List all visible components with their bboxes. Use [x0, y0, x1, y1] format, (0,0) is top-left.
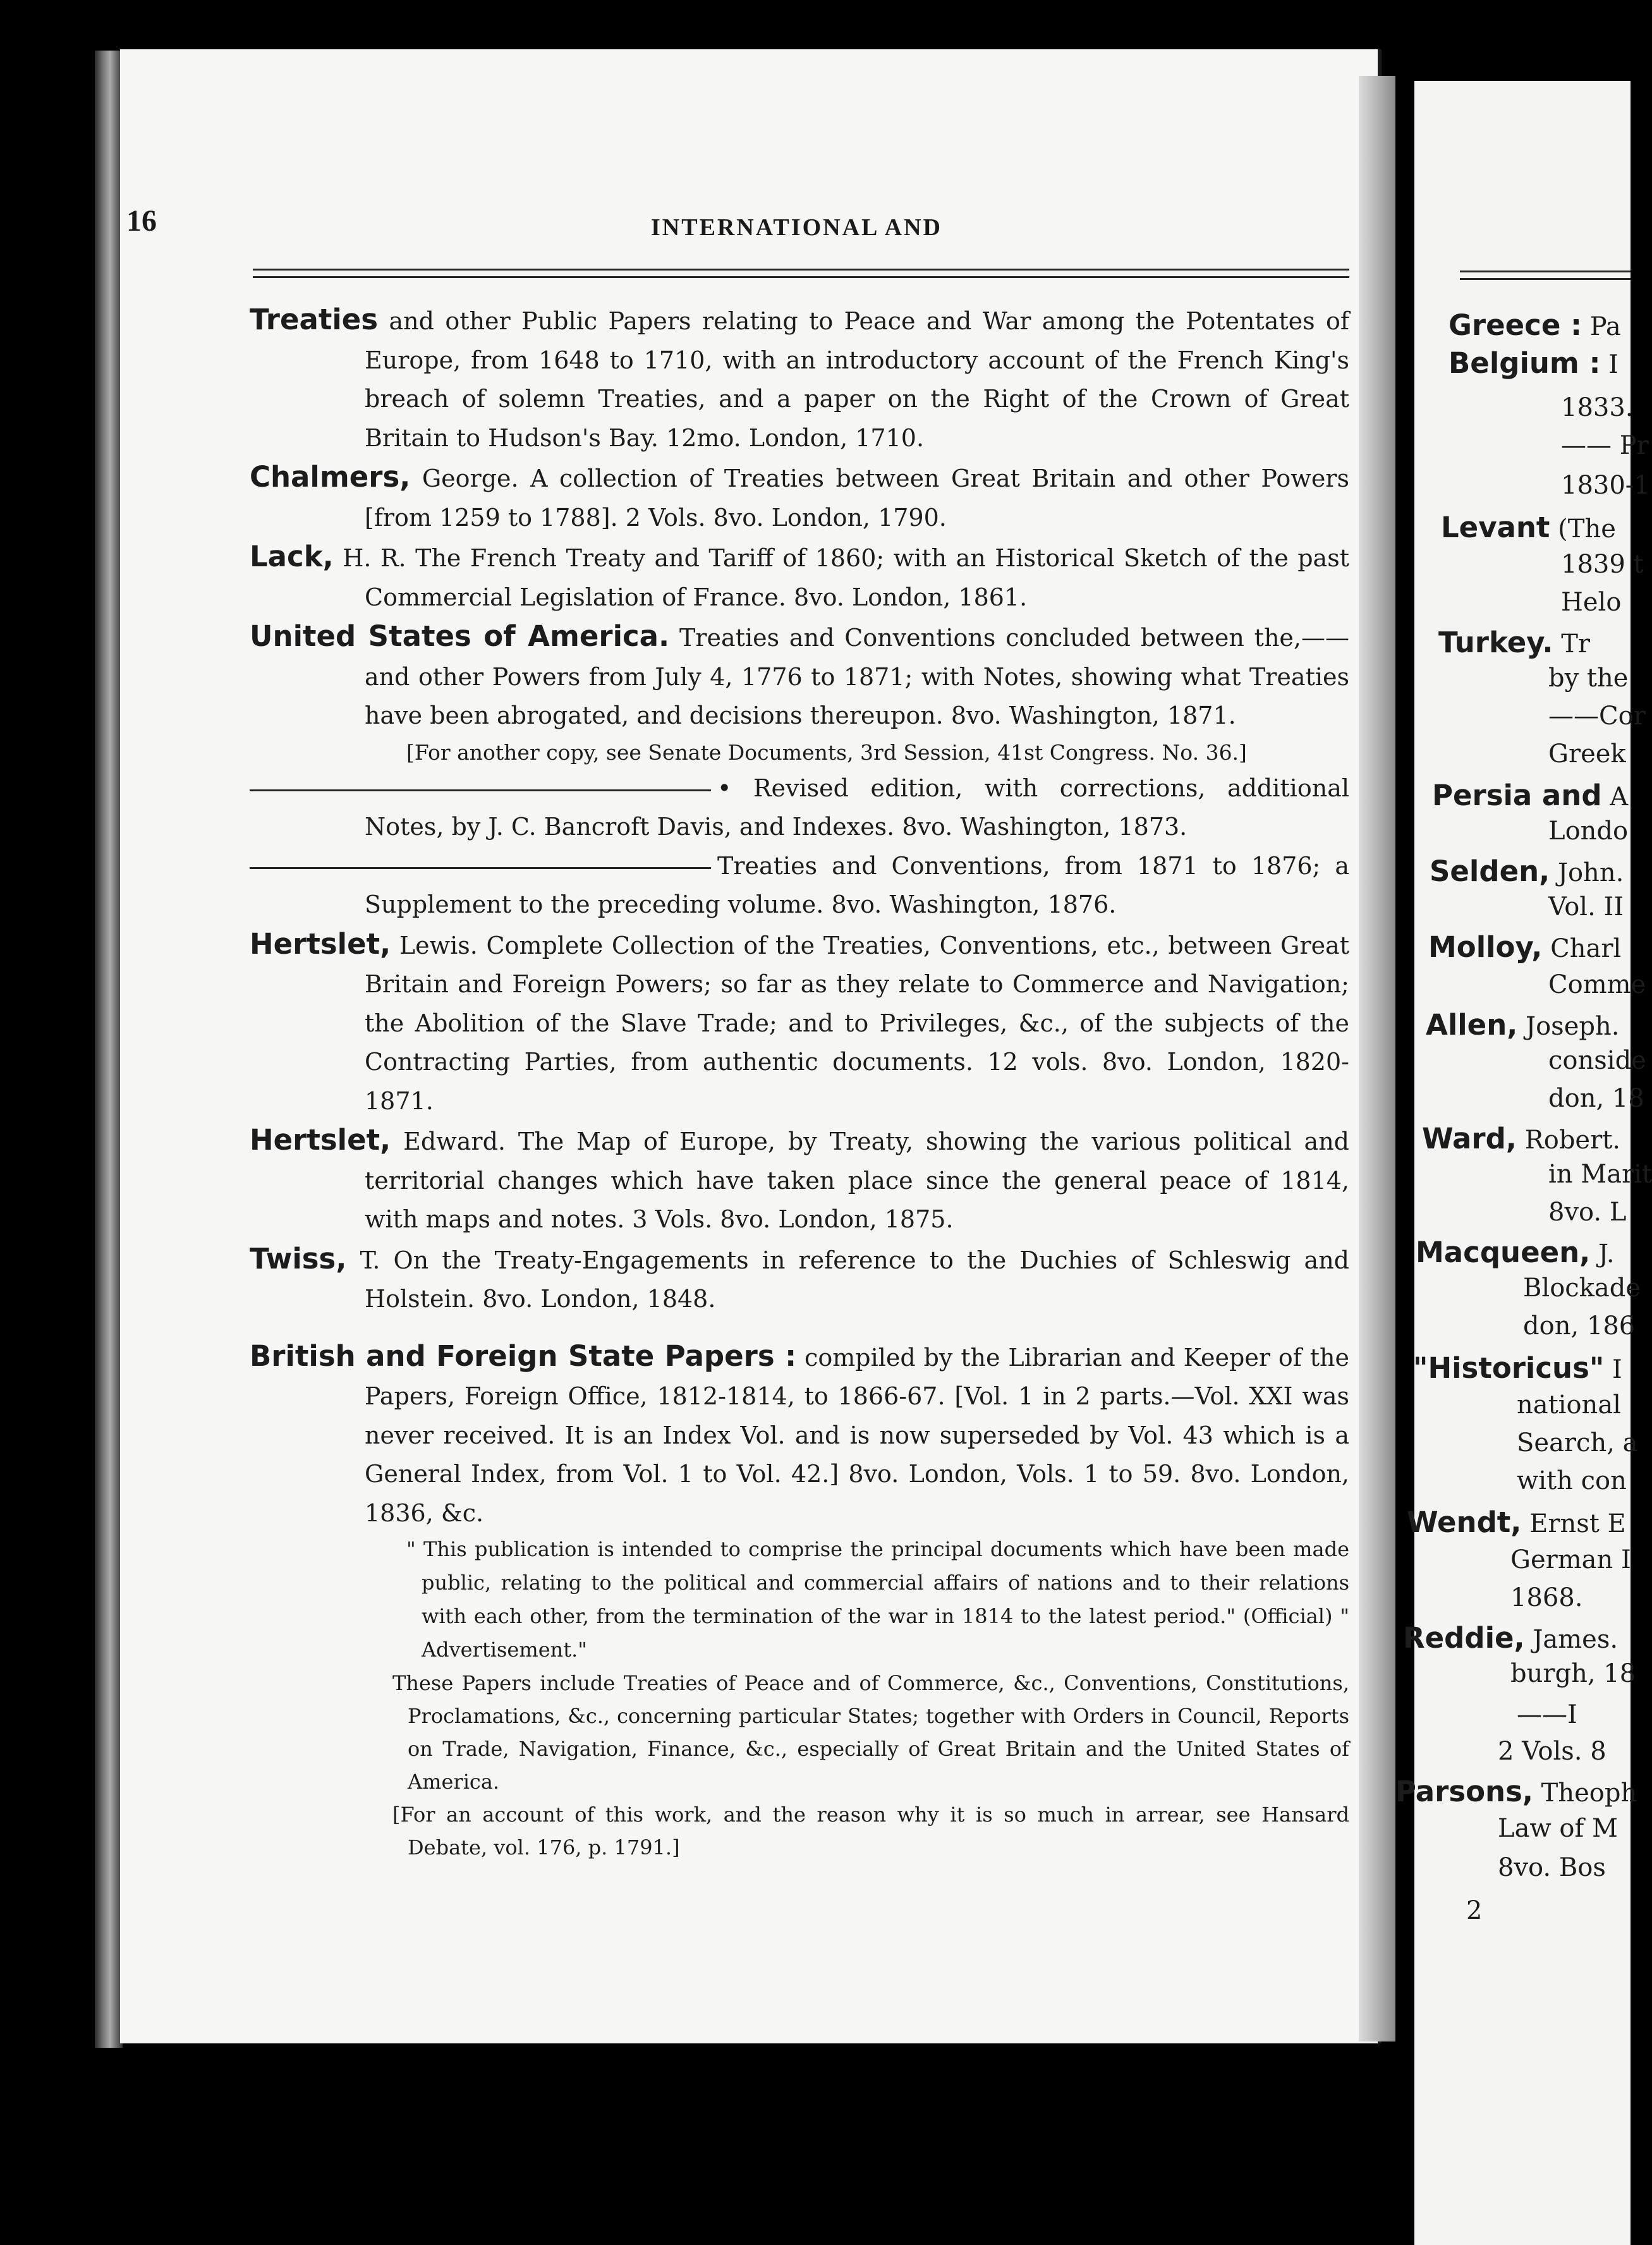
- facing-heading: Molloy,: [1428, 930, 1543, 964]
- facing-text: Theoph: [1533, 1779, 1637, 1808]
- facing-line: [1441, 511, 1616, 544]
- facing-text: Charl: [1542, 934, 1622, 963]
- facing-header-rule: [1460, 271, 1631, 280]
- facing-text: I: [1604, 1355, 1622, 1384]
- facing-text: Search, a: [1517, 1428, 1638, 1457]
- facing-text: James.: [1524, 1625, 1619, 1654]
- facing-line: [1548, 702, 1646, 731]
- entry-author: Treaties: [250, 303, 379, 336]
- entry-chalmers: [250, 458, 1349, 537]
- facing-text: A: [1601, 782, 1629, 812]
- entry-text: T. On the Treaty-Engagements in reference to the Duchies of Schleswig and Holstein. 8vo. London, 1848.: [360, 1246, 1349, 1313]
- facing-line: [1548, 817, 1628, 846]
- entry-author: Hertslet,: [250, 927, 391, 961]
- entry-text: George. A collection of Treaties between Great Britain and other Powers [from 1259 to 1788]. 2 Vols. 8vo. London, 1790.: [365, 465, 1349, 532]
- entry-quote: " This publication is intended to comprise the principal documents which have been made public, relating to the political and commercial affairs of nations and to their relations with each other, from the termination of the war in 1814 to the latest period." (Official) " Advertisement.": [406, 1537, 1349, 1662]
- facing-text: John.: [1550, 858, 1624, 887]
- entry-text: Treaties and Conventions concluded between the,—— and other Powers from July 4, 1776 to 1871; with Notes, showing what Treaties have been abrogated, and decisions thereupon. 8vo. Washington, 1871.: [365, 624, 1349, 729]
- facing-text: with con: [1517, 1466, 1627, 1495]
- facing-text: 8vo. L: [1548, 1198, 1627, 1227]
- facing-text: 1830-1: [1561, 471, 1650, 500]
- facing-line: [1422, 1122, 1620, 1155]
- facing-text: 8vo. Bos: [1498, 1853, 1606, 1882]
- facing-line: [1510, 1545, 1631, 1574]
- entry-lack: [250, 537, 1349, 617]
- facing-text: ——I: [1517, 1700, 1577, 1729]
- facing-text: 1868.: [1510, 1583, 1583, 1612]
- facing-line: [1403, 1621, 1618, 1655]
- entry-author: Lack,: [250, 540, 334, 573]
- facing-heading: Ward,: [1422, 1122, 1517, 1155]
- facing-heading: Reddie,: [1403, 1621, 1525, 1655]
- facing-line: [1498, 1814, 1618, 1843]
- facing-line: [1523, 1311, 1635, 1341]
- facing-line: [1517, 1700, 1577, 1729]
- facing-text: German I: [1510, 1545, 1631, 1574]
- facing-line: [1432, 779, 1628, 812]
- facing-text: Helo: [1561, 588, 1622, 617]
- facing-heading: Parsons,: [1395, 1775, 1533, 1808]
- facing-line: [1548, 1198, 1626, 1227]
- entry-author: Twiss,: [250, 1241, 347, 1275]
- facing-line: [1430, 855, 1624, 888]
- book-gutter-left: [95, 51, 123, 2048]
- entry-text: and other Public Papers relating to Peace and War among the Potentates of Europe, from 1648 to 1710, with an introductory account of the French King's breach of solemn Treaties, and a paper on the Right of the Crown of Great Britain to Hudson's Bay. 12mo. London, 1710.: [365, 307, 1349, 452]
- facing-text: Vol. II: [1548, 892, 1624, 922]
- entry-note: [For another copy, see Senate Documents, 3rd Session, 41st Congress. No. 36.]: [406, 739, 1247, 765]
- facing-heading: Levant: [1441, 511, 1550, 544]
- facing-text: 2: [1466, 1896, 1483, 1925]
- facing-line: [1548, 1084, 1644, 1113]
- facing-line: [1548, 739, 1626, 769]
- ditto-dash: [250, 789, 711, 791]
- facing-line: [1428, 930, 1621, 964]
- facing-line: [1561, 393, 1634, 422]
- facing-line: [1510, 1583, 1583, 1612]
- facing-text: in Marit: [1548, 1160, 1652, 1189]
- facing-line: [1510, 1659, 1636, 1688]
- facing-text: —— Pr: [1561, 431, 1649, 460]
- facing-text: Ernst E: [1521, 1509, 1626, 1538]
- facing-line: [1407, 1506, 1626, 1539]
- facing-text: Robert.: [1516, 1126, 1621, 1155]
- spacer: [250, 1319, 1349, 1337]
- continuation-entry: • Revised edition, with corrections, additional Notes, by J. C. Bancroft Davis, and Indexes. 8vo. Washington, 1873.: [250, 769, 1349, 847]
- facing-text: 2 Vols. 8: [1498, 1737, 1606, 1766]
- facing-line: [1449, 308, 1621, 342]
- facing-text: by the: [1548, 664, 1629, 693]
- facing-text: J.: [1590, 1239, 1615, 1269]
- facing-heading: "Historicus": [1413, 1351, 1605, 1385]
- facing-line: [1416, 1236, 1615, 1269]
- facing-line: [1548, 892, 1624, 922]
- facing-line: [1426, 1008, 1619, 1042]
- facing-heading: Macqueen,: [1416, 1236, 1591, 1269]
- facing-heading: Turkey.: [1438, 626, 1553, 659]
- facing-line: [1498, 1853, 1606, 1882]
- entry-text: compiled by the Librarian and Keeper of the Papers, Foreign Office, 1812-1814, to 1866-67. [Vol. 1 in 2 parts.—Vol. XXI was never received. It is an Index Vol. and is now superseded by Vol. 43 which is a General Index, from Vol. 1 to Vol. 42.] 8vo. London, Vols. 1 to 59. 8vo. London, 1836, &c.: [365, 1343, 1349, 1527]
- entry-final-note: [For an account of this work, and the reason why it is so much in arrear, see Hansard Debate, vol. 176, p. 1791.]: [392, 1803, 1349, 1859]
- facing-text: Greek: [1548, 739, 1626, 769]
- entry-hertslet-lewis: [250, 925, 1349, 1121]
- facing-line: [1548, 970, 1646, 999]
- facing-line: [1561, 588, 1621, 617]
- facing-heading: Wendt,: [1407, 1506, 1522, 1539]
- header-rule: [253, 269, 1349, 278]
- page-number: 16: [126, 204, 157, 238]
- facing-line: [1449, 346, 1619, 380]
- facing-line: [1413, 1351, 1622, 1385]
- entry-twiss: [250, 1239, 1349, 1319]
- entry-united-states: [250, 617, 1349, 736]
- facing-heading: Belgium :: [1449, 346, 1601, 380]
- facing-line: [1548, 1046, 1646, 1075]
- entry-text: Edward. The Map of Europe, by Treaty, showing the various political and territorial changes which have taken place since the general peace of 1814, with maps and notes. 3 Vols. 8vo. London, 1875.: [365, 1128, 1349, 1233]
- entry-author: Chalmers,: [250, 460, 411, 494]
- facing-text: ——Cor: [1548, 702, 1646, 731]
- facing-text: don, 18: [1548, 1084, 1644, 1113]
- facing-text: 1839 t: [1561, 550, 1644, 579]
- ditto-dash: [250, 867, 711, 869]
- entry-state-papers: [250, 1337, 1349, 1533]
- facing-line: [1561, 550, 1644, 579]
- entry-text: Lewis. Complete Collection of the Treaties, Conventions, etc., between Great Britain and Foreign Powers; so far as they relate to Commerce and Navigation; the Abolition of the Slave Trade; and to Privileges, &c., of the subjects of the Contracting Parties, from authentic documents. 12 vols. 8vo. London, 1820-1871.: [365, 931, 1349, 1115]
- facing-text: Londo: [1548, 817, 1629, 846]
- facing-text: Comme: [1548, 970, 1646, 999]
- continuation-entry: Treaties and Conventions, from 1871 to 1876; a Supplement to the preceding volume. 8vo. Washington, 1876.: [250, 847, 1349, 925]
- facing-heading: Selden,: [1430, 855, 1550, 888]
- entry-text: H. R. The French Treaty and Tariff of 1860; with an Historical Sketch of the past Commercial Legislation of France. 8vo. London, 1861.: [343, 544, 1349, 611]
- facing-line: [1561, 431, 1649, 460]
- facing-line: [1548, 664, 1628, 693]
- entry-author: United States of America.: [250, 619, 670, 653]
- facing-text: (The: [1550, 514, 1616, 544]
- facing-text: 1833.: [1561, 393, 1634, 422]
- facing-text: Tr: [1553, 630, 1591, 659]
- entry-hertslet-edward: [250, 1121, 1349, 1239]
- entry-paragraph: These Papers include Treaties of Peace and of Commerce, &c., Conventions, Constitutions, Proclamations, &c., concerning particular States; together with Orders in Council, Reports on Trade, Navigation, Finance, &c., especially of Great Britain and the United States of America.: [392, 1671, 1349, 1794]
- facing-line: [1438, 626, 1590, 659]
- facing-line: [1395, 1775, 1637, 1808]
- running-head: INTERNATIONAL AND: [651, 214, 942, 241]
- facing-line: [1517, 1428, 1637, 1457]
- facing-text: burgh, 18: [1510, 1659, 1636, 1688]
- entry-author: Hertslet,: [250, 1123, 391, 1157]
- facing-text: conside: [1548, 1046, 1646, 1075]
- facing-heading: Allen,: [1426, 1008, 1518, 1042]
- facing-line: [1466, 1896, 1482, 1925]
- bibliography-list: [250, 300, 1349, 1864]
- facing-text: Joseph.: [1517, 1012, 1620, 1041]
- entry-treaties: [250, 300, 1349, 458]
- facing-line: [1561, 471, 1650, 500]
- book-spine: [1359, 76, 1395, 2041]
- facing-text: Blockade: [1523, 1274, 1641, 1303]
- facing-text: Law of M: [1498, 1814, 1618, 1843]
- entry-author: British and Foreign State Papers :: [250, 1339, 797, 1373]
- facing-line: [1548, 1160, 1652, 1189]
- facing-line: [1523, 1274, 1641, 1303]
- facing-text: national: [1517, 1390, 1621, 1420]
- facing-text: don, 186: [1523, 1311, 1636, 1341]
- facing-heading: Persia and: [1432, 779, 1602, 812]
- facing-line: [1517, 1390, 1621, 1420]
- facing-text: I: [1600, 350, 1619, 379]
- facing-heading: Greece :: [1449, 308, 1582, 342]
- facing-line: [1517, 1466, 1627, 1495]
- facing-line: [1498, 1737, 1606, 1766]
- facing-text: Pa: [1582, 312, 1621, 341]
